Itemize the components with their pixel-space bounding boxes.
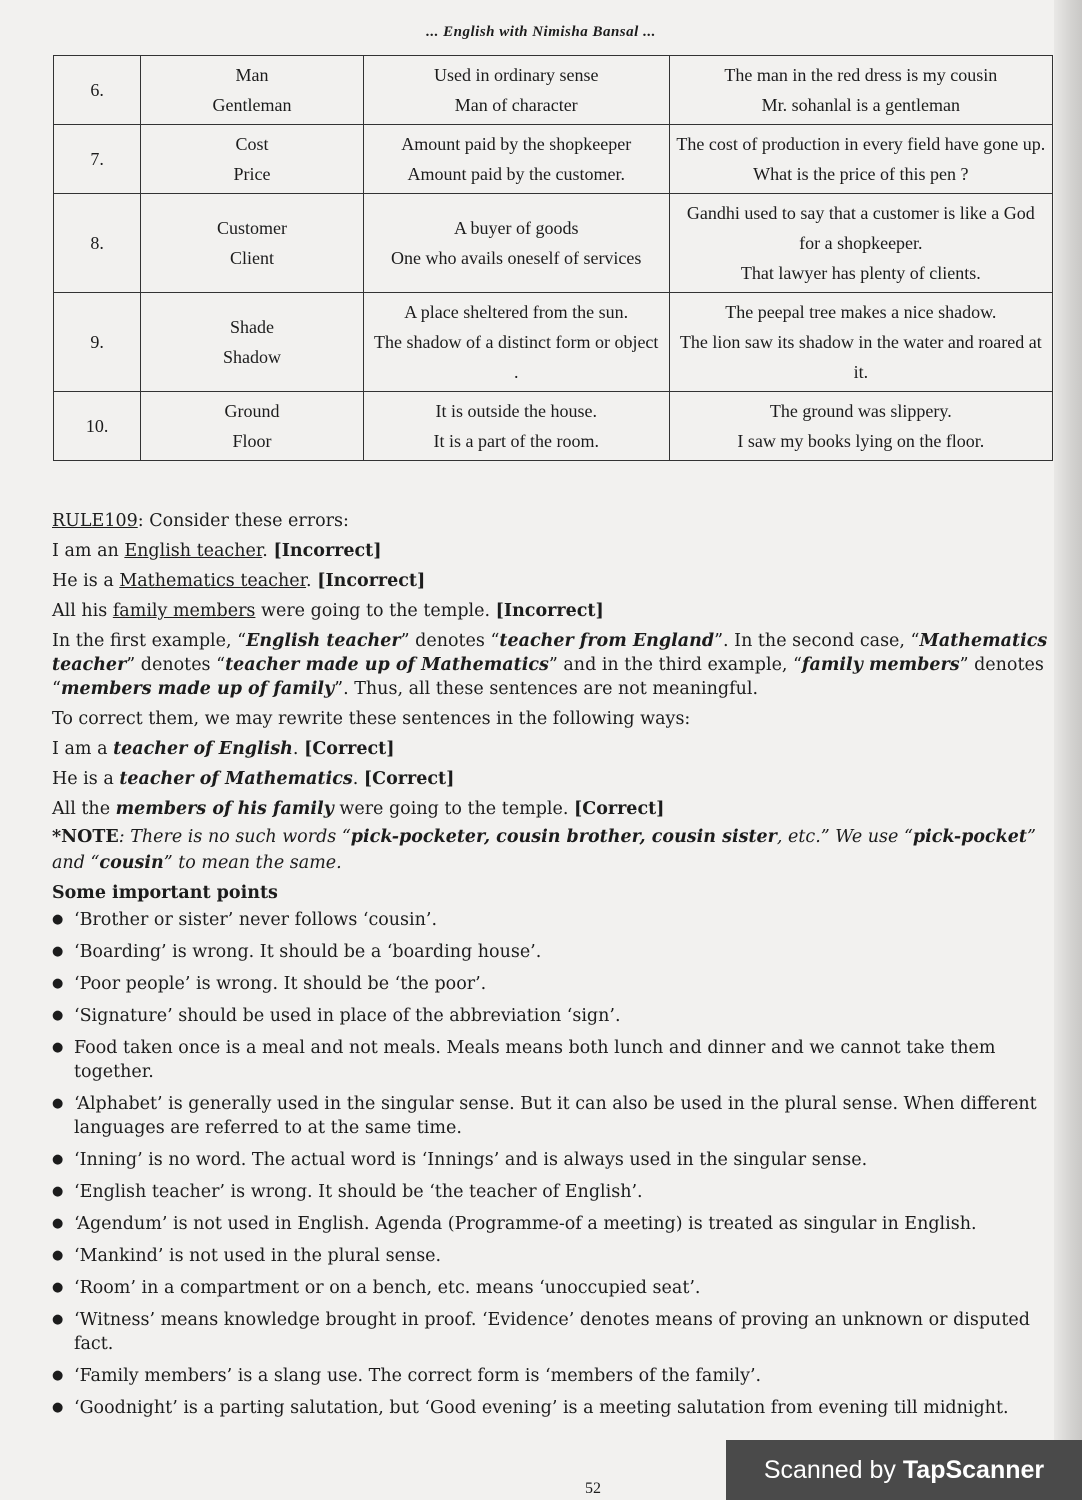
correction-intro: To correct them, we may rewrite these sentences in the following ways: xyxy=(52,709,691,729)
correct-example: I am a teacher of English. [Correct] xyxy=(52,739,395,759)
correct-phrase: teacher of English xyxy=(113,739,293,759)
word-pair xyxy=(141,56,364,125)
word: Shade xyxy=(230,317,275,337)
row-number: 10. xyxy=(54,392,141,461)
rule-label: RULE109 xyxy=(52,511,138,531)
list-item: ● ‘Poor people’ is wrong. It should be ‘the poor’. xyxy=(52,972,1057,996)
rule-heading xyxy=(52,506,1057,536)
note: *NOTE: There is no such words “pick-pocketer, cousin brother, cousin sister, etc.” We use “pick-pocket” and “cousin” to mean the same. xyxy=(52,827,1036,873)
table-row xyxy=(54,194,1053,293)
list-item: ● ‘Brother or sister’ never follows ‘cousin’. xyxy=(52,908,1057,932)
list-item: ● ‘Witness’ means knowledge brought in proof. ‘Evidence’ denotes means of proving an unknown or disputed fact. xyxy=(52,1308,1057,1356)
correct-phrase: members of his family xyxy=(115,799,334,819)
vocabulary-table xyxy=(53,55,1053,461)
example: The peepal tree makes a nice shadow. xyxy=(725,302,997,322)
meaning-cell xyxy=(363,125,669,194)
word: Customer xyxy=(217,218,288,238)
example: What is the price of this pen ? xyxy=(753,164,969,184)
meaning: A place sheltered from the sun. xyxy=(404,302,629,322)
correct-tag: [Correct] xyxy=(573,799,665,819)
row-number: 6. xyxy=(54,56,141,125)
rule-intro: : Consider these errors: xyxy=(137,511,349,531)
word: Man xyxy=(235,65,269,85)
points-heading: Some important points xyxy=(52,883,278,903)
example-cell xyxy=(669,392,1052,461)
incorrect-example: I am an English teacher. [Incorrect] xyxy=(52,541,382,561)
list-item: ● ‘Mankind’ is not used in the plural sense. xyxy=(52,1244,1057,1268)
error-phrase: family members xyxy=(112,601,256,621)
example-text: All his xyxy=(52,601,113,621)
meaning: Amount paid by the customer. xyxy=(407,164,625,184)
list-item: ● ‘Agendum’ is not used in English. Agenda (Programme-of a meeting) is treated as singular in English. xyxy=(52,1212,1057,1236)
row-number: 8. xyxy=(54,194,141,293)
word-pair xyxy=(141,194,364,293)
word-pair xyxy=(141,293,364,392)
rule-section xyxy=(52,506,1057,1428)
word: Floor xyxy=(232,431,272,451)
table-row xyxy=(54,293,1053,392)
example: That lawyer has plenty of clients. xyxy=(740,263,981,283)
meaning: Man of character xyxy=(454,95,578,115)
correct-phrase: teacher of Mathematics xyxy=(119,769,353,789)
meaning: One who avails oneself of services xyxy=(391,248,642,268)
note-label: *NOTE xyxy=(52,827,119,847)
meaning: Amount paid by the shopkeeper xyxy=(401,134,632,154)
incorrect-example: He is a Mathematics teacher. [Incorrect] xyxy=(52,571,426,591)
correct-example: He is a teacher of Mathematics. [Correct] xyxy=(52,769,455,789)
meaning: A buyer of goods xyxy=(453,218,579,238)
incorrect-tag: [Incorrect] xyxy=(495,601,604,621)
word: Ground xyxy=(224,401,280,421)
meaning: The shadow of a distinct form or object . xyxy=(374,332,659,382)
list-item: ● ‘Alphabet’ is generally used in the singular sense. But it can also be used in the plural sense. When different languages are referred to at the same time. xyxy=(52,1092,1057,1140)
word: Client xyxy=(230,248,275,268)
example: The cost of production in every field have gone up. xyxy=(676,134,1046,154)
word-pair xyxy=(141,125,364,194)
explanation-paragraph: In the first example, “English teacher” denotes “teacher from England”. In the second case, “Mathematics teacher” denotes “teacher made up of Mathematics” and in the third example, “family members” denotes “members made up of family”. Thus, all these sentences are not meaningful. xyxy=(52,631,1048,699)
row-number: 7. xyxy=(54,125,141,194)
table-row xyxy=(54,392,1053,461)
meaning-cell xyxy=(363,392,669,461)
running-header: ... English with Nimisha Bansal ... xyxy=(426,24,656,40)
page-number: 52 xyxy=(585,1480,601,1497)
word: Shadow xyxy=(223,347,282,367)
list-item: ● Food taken once is a meal and not meals. Meals means both lunch and dinner and we cannot take them together. xyxy=(52,1036,1057,1084)
word: Price xyxy=(233,164,271,184)
correct-tag: [Correct] xyxy=(363,769,455,789)
example: The ground was slippery. xyxy=(769,401,952,421)
list-item: ● ‘Signature’ should be used in place of the abbreviation ‘sign’. xyxy=(52,1004,1057,1028)
list-item: ● ‘Goodnight’ is a parting salutation, but ‘Good evening’ is a meeting salutation from evening till midnight. xyxy=(52,1396,1057,1420)
incorrect-tag: [Incorrect] xyxy=(273,541,382,561)
meaning: It is a part of the room. xyxy=(433,431,599,451)
example: The man in the red dress is my cousin xyxy=(724,65,998,85)
correct-example: All the members of his family were going to the temple. [Correct] xyxy=(52,799,665,819)
meaning-cell xyxy=(363,194,669,293)
example-cell xyxy=(669,194,1052,293)
list-item: ● ‘English teacher’ is wrong. It should be ‘the teacher of English’. xyxy=(52,1180,1057,1204)
meaning-cell xyxy=(363,293,669,392)
list-item: ● ‘Room’ in a compartment or on a bench, etc. means ‘unoccupied seat’. xyxy=(52,1276,1057,1300)
word: Gentleman xyxy=(212,95,292,115)
error-phrase: Mathematics teacher xyxy=(119,571,307,591)
page-edge xyxy=(1054,0,1082,1500)
word-pair xyxy=(141,392,364,461)
error-phrase: English teacher xyxy=(124,541,263,561)
list-item: ● ‘Boarding’ is wrong. It should be a ‘boarding house’. xyxy=(52,940,1057,964)
example-cell xyxy=(669,293,1052,392)
incorrect-tag: [Incorrect] xyxy=(317,571,426,591)
points-list xyxy=(52,908,1057,1420)
table-row xyxy=(54,125,1053,194)
list-item: ● ‘Inning’ is no word. The actual word is ‘Innings’ and is always used in the singular sense. xyxy=(52,1148,1057,1172)
example-text: I am an xyxy=(52,541,125,561)
example-cell xyxy=(669,56,1052,125)
example: The lion saw its shadow in the water and roared at it. xyxy=(679,332,1042,382)
watermark-brand: TapScanner xyxy=(902,1455,1045,1484)
scanner-watermark xyxy=(726,1440,1082,1500)
example: I saw my books lying on the floor. xyxy=(737,431,985,451)
example: Mr. sohanlal is a gentleman xyxy=(761,95,961,115)
correct-tag: [Correct] xyxy=(304,739,395,759)
meaning-cell xyxy=(363,56,669,125)
table-row xyxy=(54,56,1053,125)
row-number: 9. xyxy=(54,293,141,392)
meaning: It is outside the house. xyxy=(435,401,597,421)
example: Gandhi used to say that a customer is like a God for a shopkeeper. xyxy=(686,203,1035,253)
example-cell xyxy=(669,125,1052,194)
watermark-prefix: Scanned by xyxy=(763,1455,896,1484)
example-text: He is a xyxy=(52,571,120,591)
incorrect-example xyxy=(52,596,1057,626)
example-text: were going to the temple. xyxy=(255,601,496,621)
word: Cost xyxy=(235,134,269,154)
list-item: ● ‘Family members’ is a slang use. The correct form is ‘members of the family’. xyxy=(52,1364,1057,1388)
meaning: Used in ordinary sense xyxy=(433,65,599,85)
